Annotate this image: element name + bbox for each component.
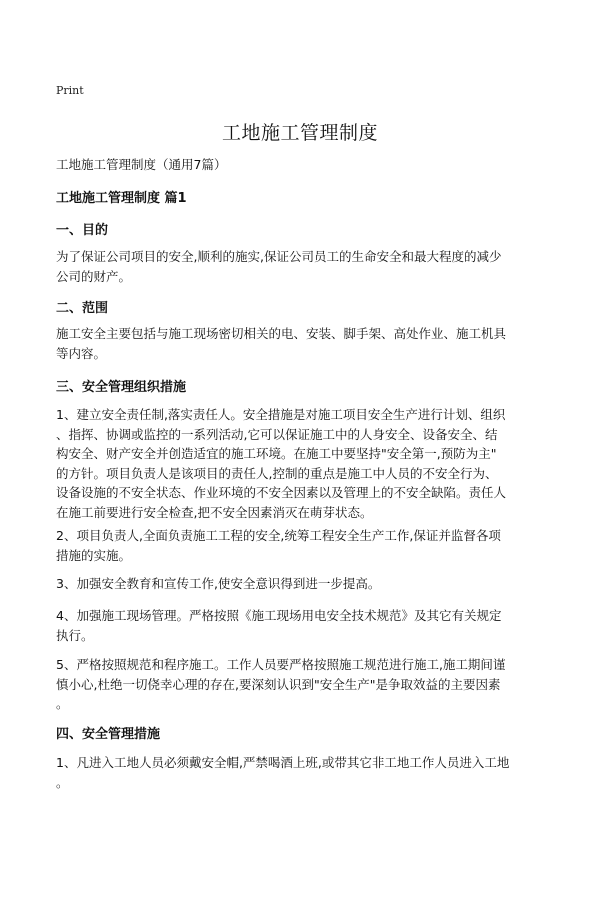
paragraph-scope: 施工安全主要包括与施工现场密切相关的电、安装、脚手架、高处作业、施工机具 等内容。 [56, 326, 507, 361]
section-title-scope: 二、范围 [56, 301, 109, 316]
section-title-measures: 四、安全管理措施 [56, 727, 161, 742]
paragraph-education: 3、加强安全教育和宣传工作,使安全意识得到进一步提高。 [56, 576, 381, 591]
paragraph-helmet-rule: 1、凡进入工地人员必须戴安全帽,严禁喝酒上班,或带其它非工地工作人员进入工地 。 [56, 755, 510, 790]
article-heading: 工地施工管理制度 篇1 [56, 191, 187, 206]
paragraph-project-lead: 2、项目负责人,全面负责施工工程的安全,统筹工程安全生产工作,保证并监督各项 措施的实施。 [56, 528, 501, 563]
paragraph-site-management: 4、加强施工现场管理。严格按照《施工现场用电安全技术规范》及其它有关规定 执行。 [56, 608, 502, 643]
section-title-purpose: 一、目的 [56, 223, 109, 238]
print-label: Print [56, 84, 84, 97]
paragraph-procedures: 5、严格按照规范和程序施工。工作人员要严格按照施工规范进行施工,施工期间谨 慎小心,杜绝一切侥幸心理的存在,要深刻认识到"安全生产"是争取效益的主要因素 。 [56, 657, 506, 711]
section-title-organization: 三、安全管理组织措施 [56, 380, 187, 395]
paragraph-responsibility: 1、建立安全责任制,落实责任人。安全措施是对施工项目安全生产进行计划、组织 、指挥、协调或监控的一系列活动,它可以保证施工中的人身安全、设备安全、结 构安全、财产安全并创造适宜的施工环境。在施工中要坚持"安全第一,预防为主" 的方针。项目负责人是该项目的责任人,控制的重点是施工中人员的不安全行为、 设备设施的不安全状态、作业环境的不安全因素以及管理上的不安全缺陷。责任人 在施工前要进行安全检查,把不安全因素消灭在萌芽状态。 [56, 407, 507, 520]
page-title: 工地施工管理制度 [221, 122, 378, 144]
paragraph-purpose: 为了保证公司项目的安全,顺利的施实,保证公司员工的生命安全和最大程度的减少 公司的财产。 [56, 249, 502, 284]
document-subtitle: 工地施工管理制度（通用7篇） [56, 157, 227, 172]
